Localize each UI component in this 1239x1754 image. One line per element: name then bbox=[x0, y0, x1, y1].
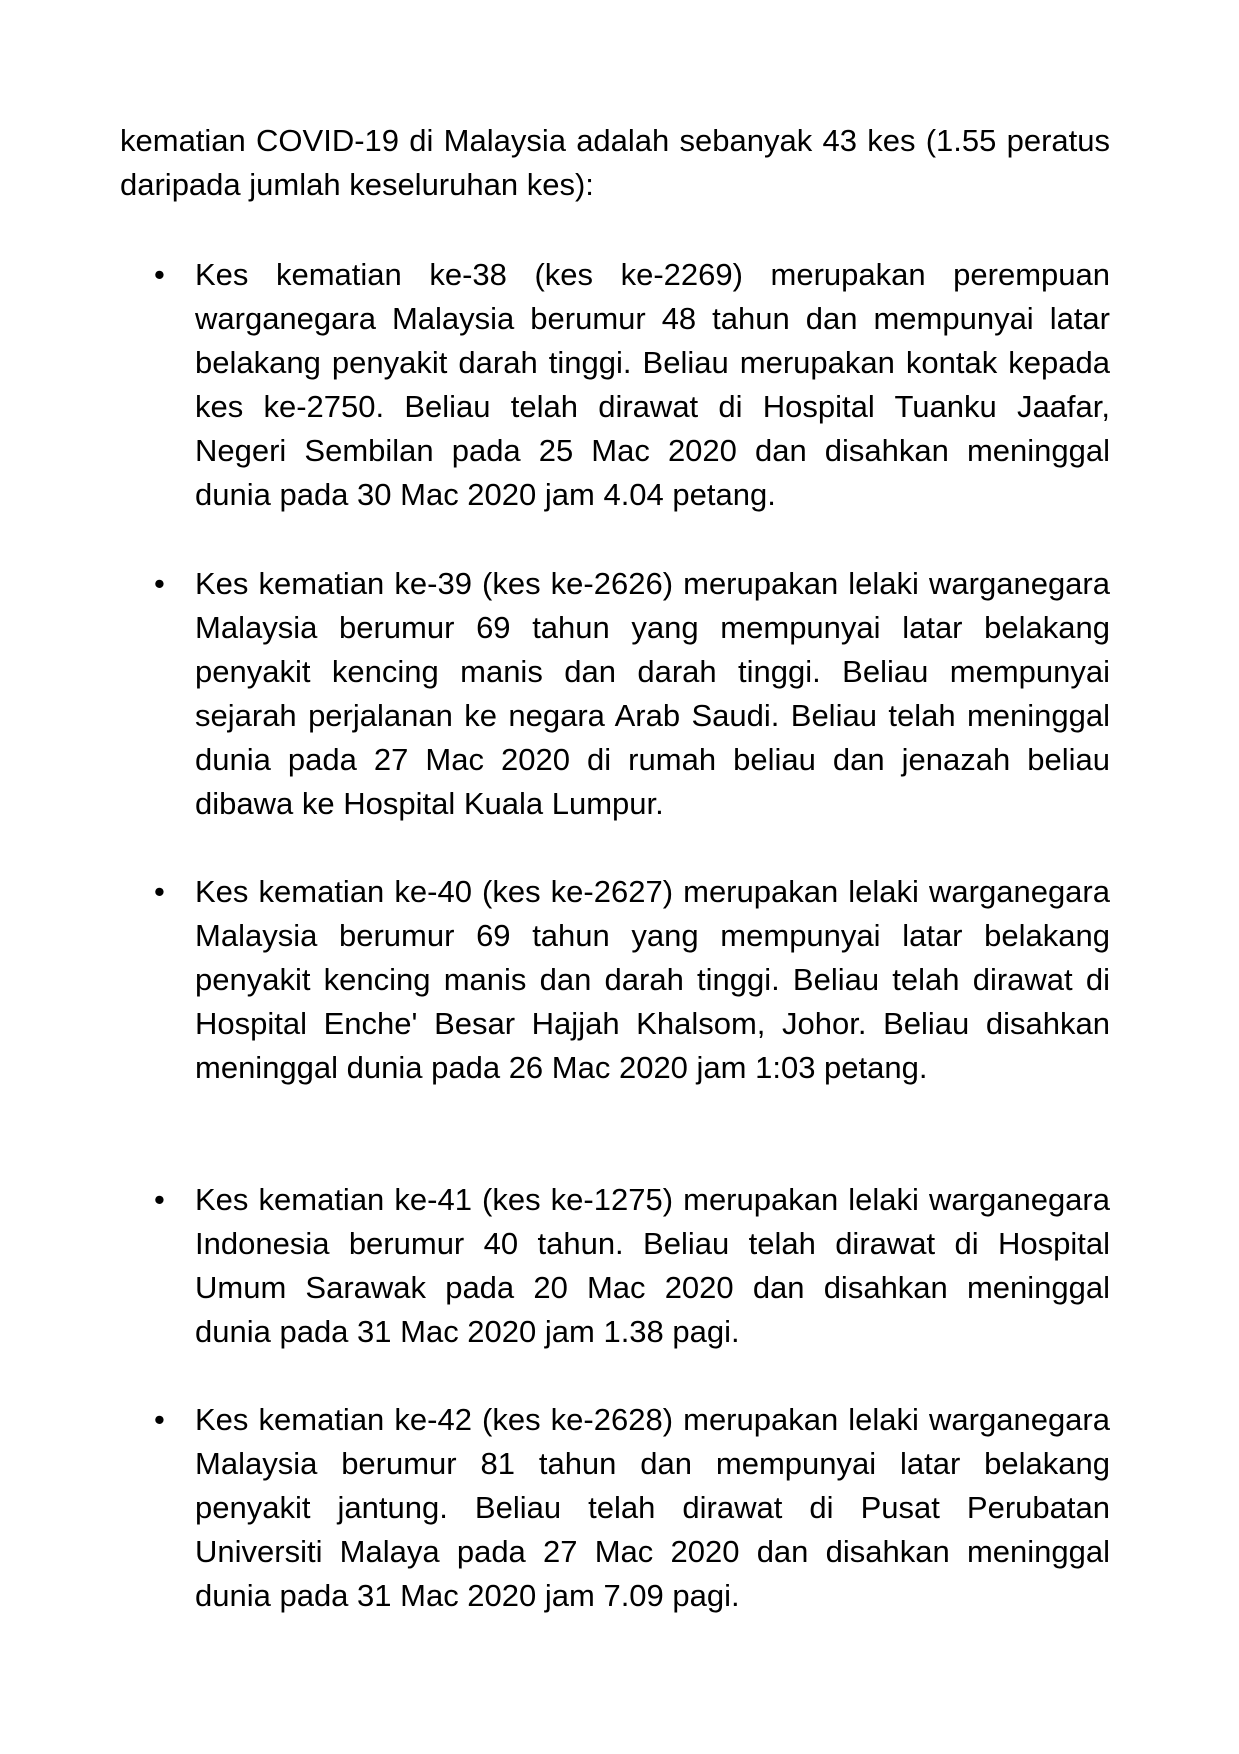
case-text: Kes kematian ke-42 (kes ke-2628) merupakan lelaki warganegara Malaysia berumur 81 tahun dan mempunyai latar belakang penyakit jantung. Beliau telah dirawat di Pusat Perubatan Universiti Malaya pada 27 Mac 2020 dan disahkan meninggal dunia pada 31 Mac 2020 jam 7.09 pagi. bbox=[195, 1402, 1110, 1613]
intro-paragraph: kematian COVID-19 di Malaysia adalah sebanyak 43 kes (1.55 peratus daripada jumlah keseluruhan kes): bbox=[120, 123, 1110, 202]
case-text: Kes kematian ke-40 (kes ke-2627) merupakan lelaki warganegara Malaysia berumur 69 tahun yang mempunyai latar belakang penyakit kencing manis dan darah tinggi. Beliau telah dirawat di Hospital Enche' Besar Hajjah Khalsom, Johor. Beliau disahkan meninggal dunia pada 26 Mac 2020 jam 1:03 petang. bbox=[195, 874, 1110, 1085]
bullet-icon: • bbox=[154, 1182, 165, 1217]
case-text: Kes kematian ke-39 (kes ke-2626) merupakan lelaki warganegara Malaysia berumur 69 tahun yang mempunyai latar belakang penyakit kencing manis dan darah tinggi. Beliau mempunyai sejarah perjalanan ke negara Arab Saudi. Beliau telah meninggal dunia pada 27 Mac 2020 di rumah beliau dan jenazah beliau dibawa ke Hospital Kuala Lumpur. bbox=[195, 566, 1110, 821]
case-text: Kes kematian ke-41 (kes ke-1275) merupakan lelaki warganegara Indonesia berumur 40 tahun. Beliau telah dirawat di Hospital Umum Sarawak pada 20 Mac 2020 dan disahkan meninggal dunia pada 31 Mac 2020 jam 1.38 pagi. bbox=[195, 1182, 1110, 1349]
bullet-icon: • bbox=[154, 874, 165, 909]
bullet-icon: • bbox=[154, 566, 165, 601]
case-text: Kes kematian ke-38 (kes ke-2269) merupakan perempuan warganegara Malaysia berumur 48 tahun dan mempunyai latar belakang penyakit darah tinggi. Beliau merupakan kontak kepada kes ke-2750. Beliau telah dirawat di Hospital Tuanku Jaafar, Negeri Sembilan pada 25 Mac 2020 dan disahkan meninggal dunia pada 30 Mac 2020 jam 4.04 petang. bbox=[195, 257, 1110, 512]
bullet-icon: • bbox=[154, 1402, 165, 1437]
bullet-icon: • bbox=[154, 257, 165, 292]
